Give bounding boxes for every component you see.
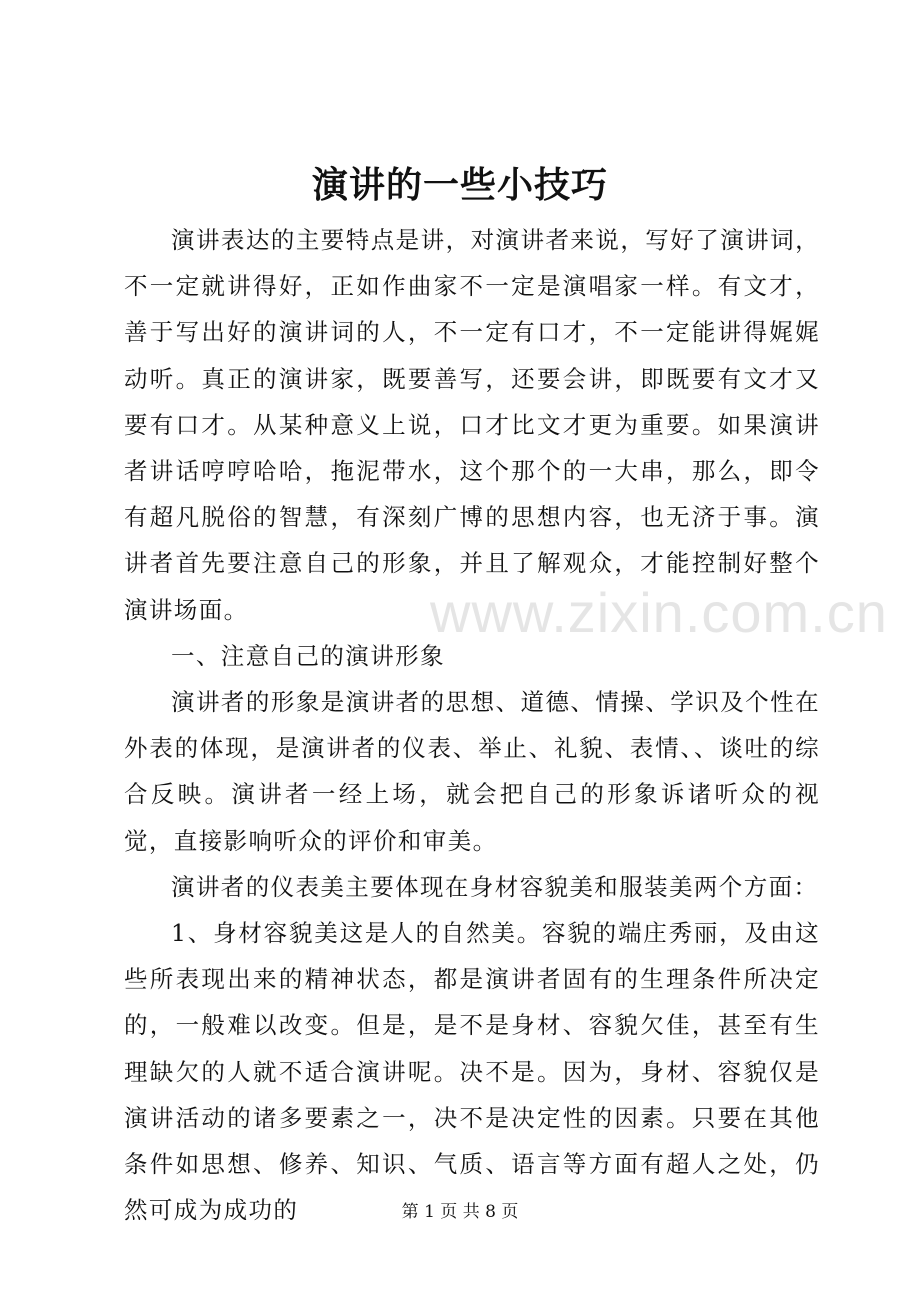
document-body: [124, 217, 820, 1233]
paragraph-image: 演讲者的形象是演讲者的思想、道德、情操、学识及个性在外表的体现，是演讲者的仪表、举止、礼貌、表情、、谈吐的综合反映。演讲者一经上场，就会把自己的形象诉诸听众的视觉，直接影响听众的评价和审美。: [124, 688, 820, 855]
section-heading: 一、注意自己的演讲形象: [171, 641, 445, 670]
paragraph-intro: 演讲表达的主要特点是讲，对演讲者来说，写好了演讲词，不一定就讲得好，正如作曲家不一定是演唱家一样。有文才，善于写出好的演讲词的人，不一定有口才，不一定能讲得娓娓动听。真正的演讲家，既要善写，还要会讲，即既要有文才又要有口才。从某种意义上说，口才比文才更为重要。如果演讲者讲话哼哼哈哈，拖泥带水，这个那个的一大串，那么，即令有超凡脱俗的智慧，有深刻广博的思想内容，也无济于事。演讲者首先要注意自己的形象，并且了解观众，才能控制好整个演讲场面。: [124, 226, 820, 624]
page-title: 演讲的一些小技巧: [311, 164, 608, 206]
watermark: www.zixin.com.cn: [430, 581, 888, 644]
paragraph-body-beauty: 1、身材容貌美这是人的自然美。容貌的端庄秀丽，及由这些所表现出来的精神状态，都是演讲者固有的生理条件所决定的，一般难以改变。但是，是不是身材、容貌欠佳，甚至有生理缺欠的人就不适合演讲呢。决不是。因为，身材、容貌仅是演讲活动的诸多要素之一，决不是决定性的因素。只要在其他条件如思想、修养、知识、气质、语言等方面有超人之处，仍然可成为成功的: [124, 919, 820, 1225]
page-footer: 第 1 页 共 8 页: [401, 1202, 519, 1222]
paragraph-appearance: 演讲者的仪表美主要体现在身材容貌美和服装美两个方面：: [171, 872, 819, 901]
